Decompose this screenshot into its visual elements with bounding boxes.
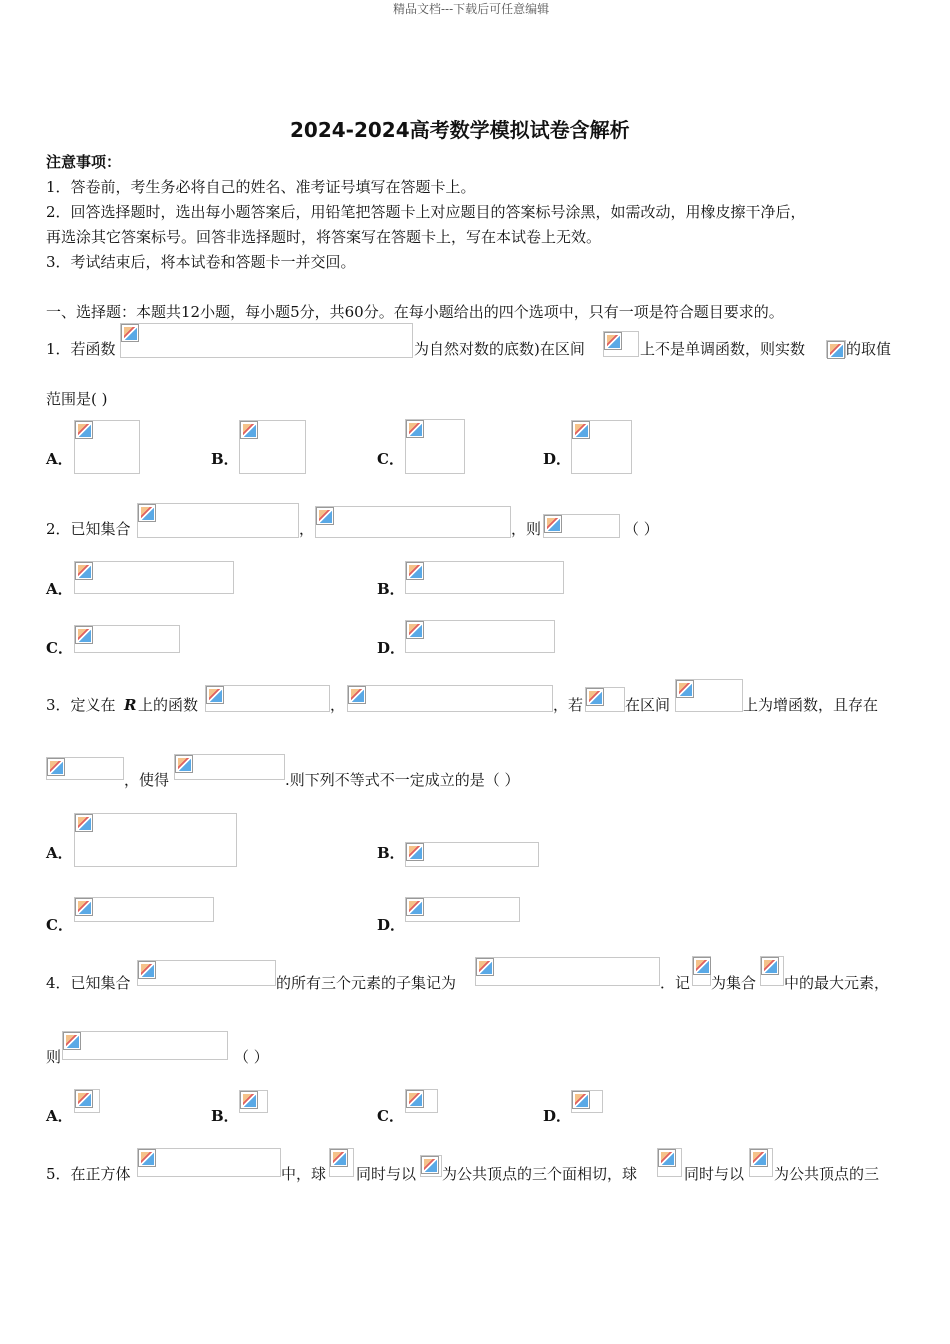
option-a-label: A．	[46, 450, 73, 468]
q5-text: 为公共顶点的三个面相切，球	[442, 1165, 638, 1183]
option-c-image	[405, 419, 465, 474]
q3-text: ，使得	[124, 771, 170, 789]
formula-image	[749, 1148, 773, 1177]
option-b-image	[239, 420, 306, 474]
option-c-label: C．	[377, 1107, 404, 1125]
option-d-image	[405, 620, 555, 653]
q4-text: ．记	[660, 974, 691, 992]
q2-text: ，则	[511, 520, 542, 538]
formula-image	[603, 331, 639, 357]
formula-image	[475, 957, 660, 986]
formula-image	[120, 323, 413, 358]
section-heading: 一、选择题：本题共12小题，每小题5分，共60分。在每小题给出的四个选项中，只有一项是符合题目要求的。	[46, 303, 784, 321]
q3-text: .则下列不等式不一定成立的是（ ）	[285, 771, 520, 789]
option-d-label: D．	[377, 916, 406, 934]
formula-image	[137, 1148, 281, 1177]
option-b-label: B．	[377, 844, 405, 862]
formula-image	[347, 685, 553, 712]
page-title: 2024-2024高考数学模拟试卷含解析	[290, 118, 630, 142]
formula-image	[760, 956, 784, 986]
q4-text: 的所有三个元素的子集记为	[276, 974, 457, 992]
q1-text: 为自然对数的底数)在区间	[414, 340, 585, 358]
formula-image	[543, 514, 620, 538]
q1-text: 1．若函数	[46, 340, 116, 358]
option-a-image	[74, 813, 237, 867]
option-b-image	[239, 1090, 268, 1113]
option-b-image	[405, 842, 539, 867]
option-a-label: A．	[46, 844, 73, 862]
option-a-label: A．	[46, 1107, 73, 1125]
q4-text: 为集合	[711, 974, 757, 992]
notice-item: 3．考试结束后，将本试卷和答题卡一并交回。	[46, 253, 356, 271]
formula-image	[137, 503, 299, 538]
option-d-image	[571, 420, 632, 474]
formula-image	[692, 956, 711, 986]
option-c-image	[74, 625, 180, 653]
option-d-label: D．	[377, 639, 406, 657]
option-a-image	[74, 1089, 100, 1113]
option-d-label: D．	[543, 1107, 572, 1125]
q5-text: 同时与以	[356, 1165, 417, 1183]
q3-text: ，若	[553, 696, 584, 714]
q5-text: 中，球	[281, 1165, 327, 1183]
option-b-image	[405, 561, 564, 594]
option-d-image	[571, 1090, 603, 1113]
option-c-label: C．	[377, 450, 404, 468]
q4-text: 则	[46, 1048, 62, 1066]
formula-image	[675, 679, 743, 712]
q5-text: 同时与以	[684, 1165, 745, 1183]
q2-text: ，	[299, 520, 315, 538]
q3-text: 上为增函数，且存在	[743, 696, 879, 714]
q3-text: ，	[330, 696, 346, 714]
q5-text: 为公共顶点的三	[774, 1165, 880, 1183]
q1-text: 范围是( )	[46, 390, 108, 408]
q4-text: 中的最大元素，	[784, 974, 890, 992]
formula-image	[62, 1031, 228, 1060]
option-b-label: B．	[211, 450, 239, 468]
option-a-image	[74, 561, 234, 594]
notice-item: 2．回答选择题时，选出每小题答案后，用铅笔把答题卡上对应题目的答案标号涂黑，如需改动，用橡皮擦干净后，	[46, 203, 806, 221]
notice-heading: 注意事项：	[46, 153, 122, 171]
notice-item: 再选涂其它答案标号。回答非选择题时，将答案写在答题卡上，写在本试卷上无效。	[46, 228, 602, 246]
q1-text: 的取值	[846, 340, 892, 358]
q3-text: 3．定义在	[46, 696, 116, 714]
q3-symbol-r: R	[124, 696, 137, 714]
option-c-label: C．	[46, 639, 73, 657]
page-header: 精品文档---下载后可任意编辑	[393, 2, 550, 16]
option-b-label: B．	[211, 1107, 239, 1125]
formula-image	[329, 1148, 354, 1177]
q3-text: 在区间	[625, 696, 671, 714]
q4-text: （ ）	[234, 1048, 269, 1066]
option-d-image	[405, 897, 520, 922]
option-d-label: D．	[543, 450, 572, 468]
option-a-label: A．	[46, 580, 73, 598]
formula-image	[657, 1148, 682, 1177]
option-a-image	[74, 420, 140, 474]
option-c-image	[405, 1089, 438, 1113]
option-c-image	[74, 897, 214, 922]
formula-image	[174, 754, 285, 780]
q5-text: 5．在正方体	[46, 1165, 131, 1183]
q1-text: 上不是单调函数，则实数	[640, 340, 806, 358]
formula-image	[826, 340, 846, 358]
formula-image	[205, 685, 330, 712]
formula-image	[315, 506, 511, 538]
q4-text: 4．已知集合	[46, 974, 131, 992]
formula-image	[585, 687, 625, 712]
option-c-label: C．	[46, 916, 73, 934]
formula-image	[420, 1155, 442, 1177]
q2-text: 2．已知集合	[46, 520, 131, 538]
notice-item: 1．答卷前，考生务必将自己的姓名、准考证号填写在答题卡上。	[46, 178, 476, 196]
option-b-label: B．	[377, 580, 405, 598]
formula-image	[46, 757, 124, 780]
q2-text: （ ）	[624, 520, 659, 538]
formula-image	[137, 960, 276, 986]
q3-text: 上的函数	[138, 696, 199, 714]
